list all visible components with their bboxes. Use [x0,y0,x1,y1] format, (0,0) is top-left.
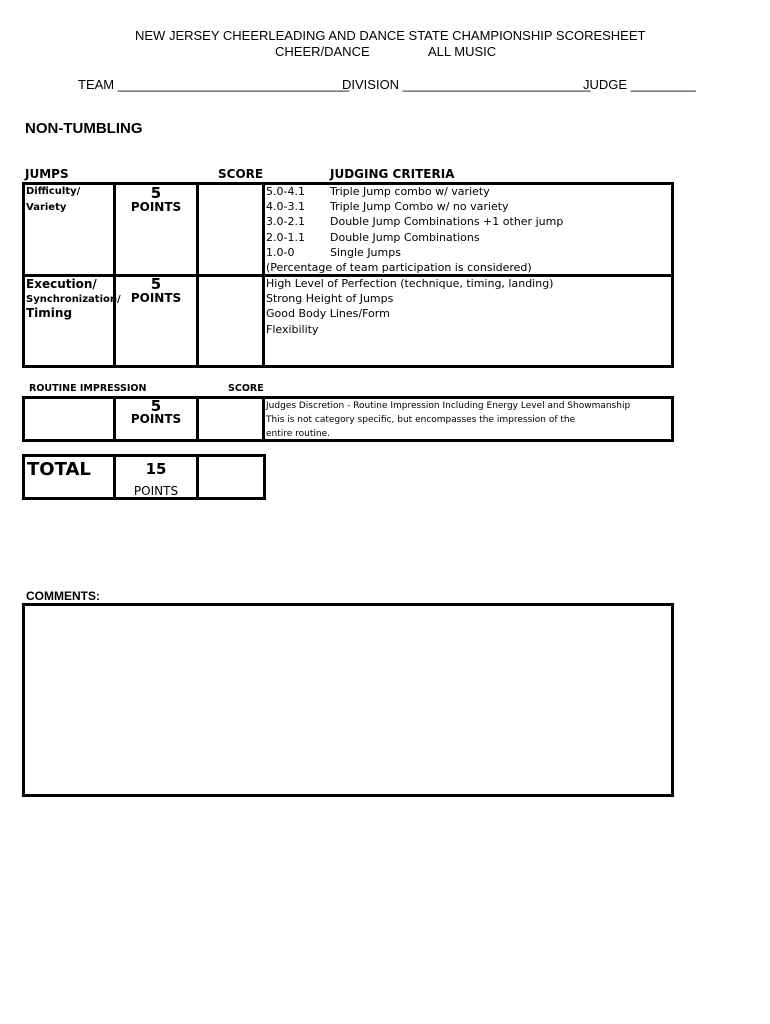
criteria-line: Good Body Lines/Form [266,307,390,321]
team-field[interactable]: TEAM ________________________________ [78,77,350,92]
synchronization-label: Synchronization/ [26,294,121,305]
criteria-text: Triple Jump combo w/ variety [330,185,490,198]
total-points-label: POINTS [133,484,179,498]
criteria-text: Double Jump Combinations +1 other jump [330,215,564,229]
routine-points-value: 5 [150,397,162,415]
judge-field[interactable]: JUDGE _________ [583,77,696,92]
criteria-line [266,184,563,199]
routine-score-heading: SCORE [228,383,264,394]
execution-criteria [266,276,553,337]
routine-score-cell[interactable] [199,399,262,439]
jumps-heading: JUMPS [25,167,69,181]
criteria-line [266,214,563,229]
criteria-line: Strong Height of Jumps [266,292,394,306]
routine-col-divider-3 [262,396,265,442]
variety-label: Variety [26,202,67,213]
criteria-text: Double Jump Combinations [330,230,480,244]
criteria-text: Triple Jump Combo w/ no variety [330,200,509,214]
difficulty-points-value: 5 [150,184,162,202]
criteria-text: Single Jumps [330,245,401,259]
total-score-cell[interactable] [199,457,263,497]
routine-criteria [266,399,630,441]
participation-note: (Percentage of team participation is considered) [266,261,532,275]
criteria-line [266,199,563,214]
execution-points-value: 5 [150,275,162,293]
difficulty-label: Difficulty/ [26,186,81,197]
jumps-criteria-heading: JUDGING CRITERIA [330,167,455,181]
music-label: ALL MUSIC [428,44,497,59]
difficulty-criteria [266,184,563,275]
difficulty-points-label: POINTS [130,200,182,214]
criteria-range: 2.0-1.1 [266,230,305,244]
jumps-score-heading: SCORE [218,167,264,181]
scoresheet-title: NEW JERSEY CHEERLEADING AND DANCE STATE CHAMPIONSHIP SCORESHEET [135,28,646,43]
execution-label: Execution/ [26,277,97,291]
difficulty-score-cell[interactable] [199,185,262,274]
criteria-line: Flexibility [266,322,319,336]
routine-heading: ROUTINE IMPRESSION [29,383,147,394]
criteria-line: This is not category specific, but encompasses the impression of the [266,415,576,425]
criteria-range: 1.0-0 [266,245,295,259]
criteria-range: 3.0-2.1 [266,215,305,229]
total-label: TOTAL [27,459,91,480]
category-label: CHEER/DANCE [275,44,370,59]
criteria-range: 4.0-3.1 [266,200,305,214]
execution-points-label: POINTS [130,291,182,305]
criteria-line: entire routine. [266,429,331,439]
timing-label: Timing [26,306,73,320]
comments-box[interactable] [22,603,674,797]
division-field[interactable]: DIVISION __________________________ [342,77,591,92]
criteria-line: High Level of Perfection (technique, timing, landing) [266,277,554,290]
criteria-range: 5.0-4.1 [266,185,305,198]
criteria-line [266,230,563,245]
total-points-value: 15 [145,460,167,478]
routine-points-label: POINTS [130,412,182,426]
criteria-line: Judges Discretion - Routine Impression Including Energy Level and Showmanship [266,401,631,411]
execution-score-cell[interactable] [199,277,262,365]
section-title: NON-TUMBLING [25,120,143,137]
criteria-line [266,245,563,260]
comments-label: COMMENTS: [26,589,100,603]
